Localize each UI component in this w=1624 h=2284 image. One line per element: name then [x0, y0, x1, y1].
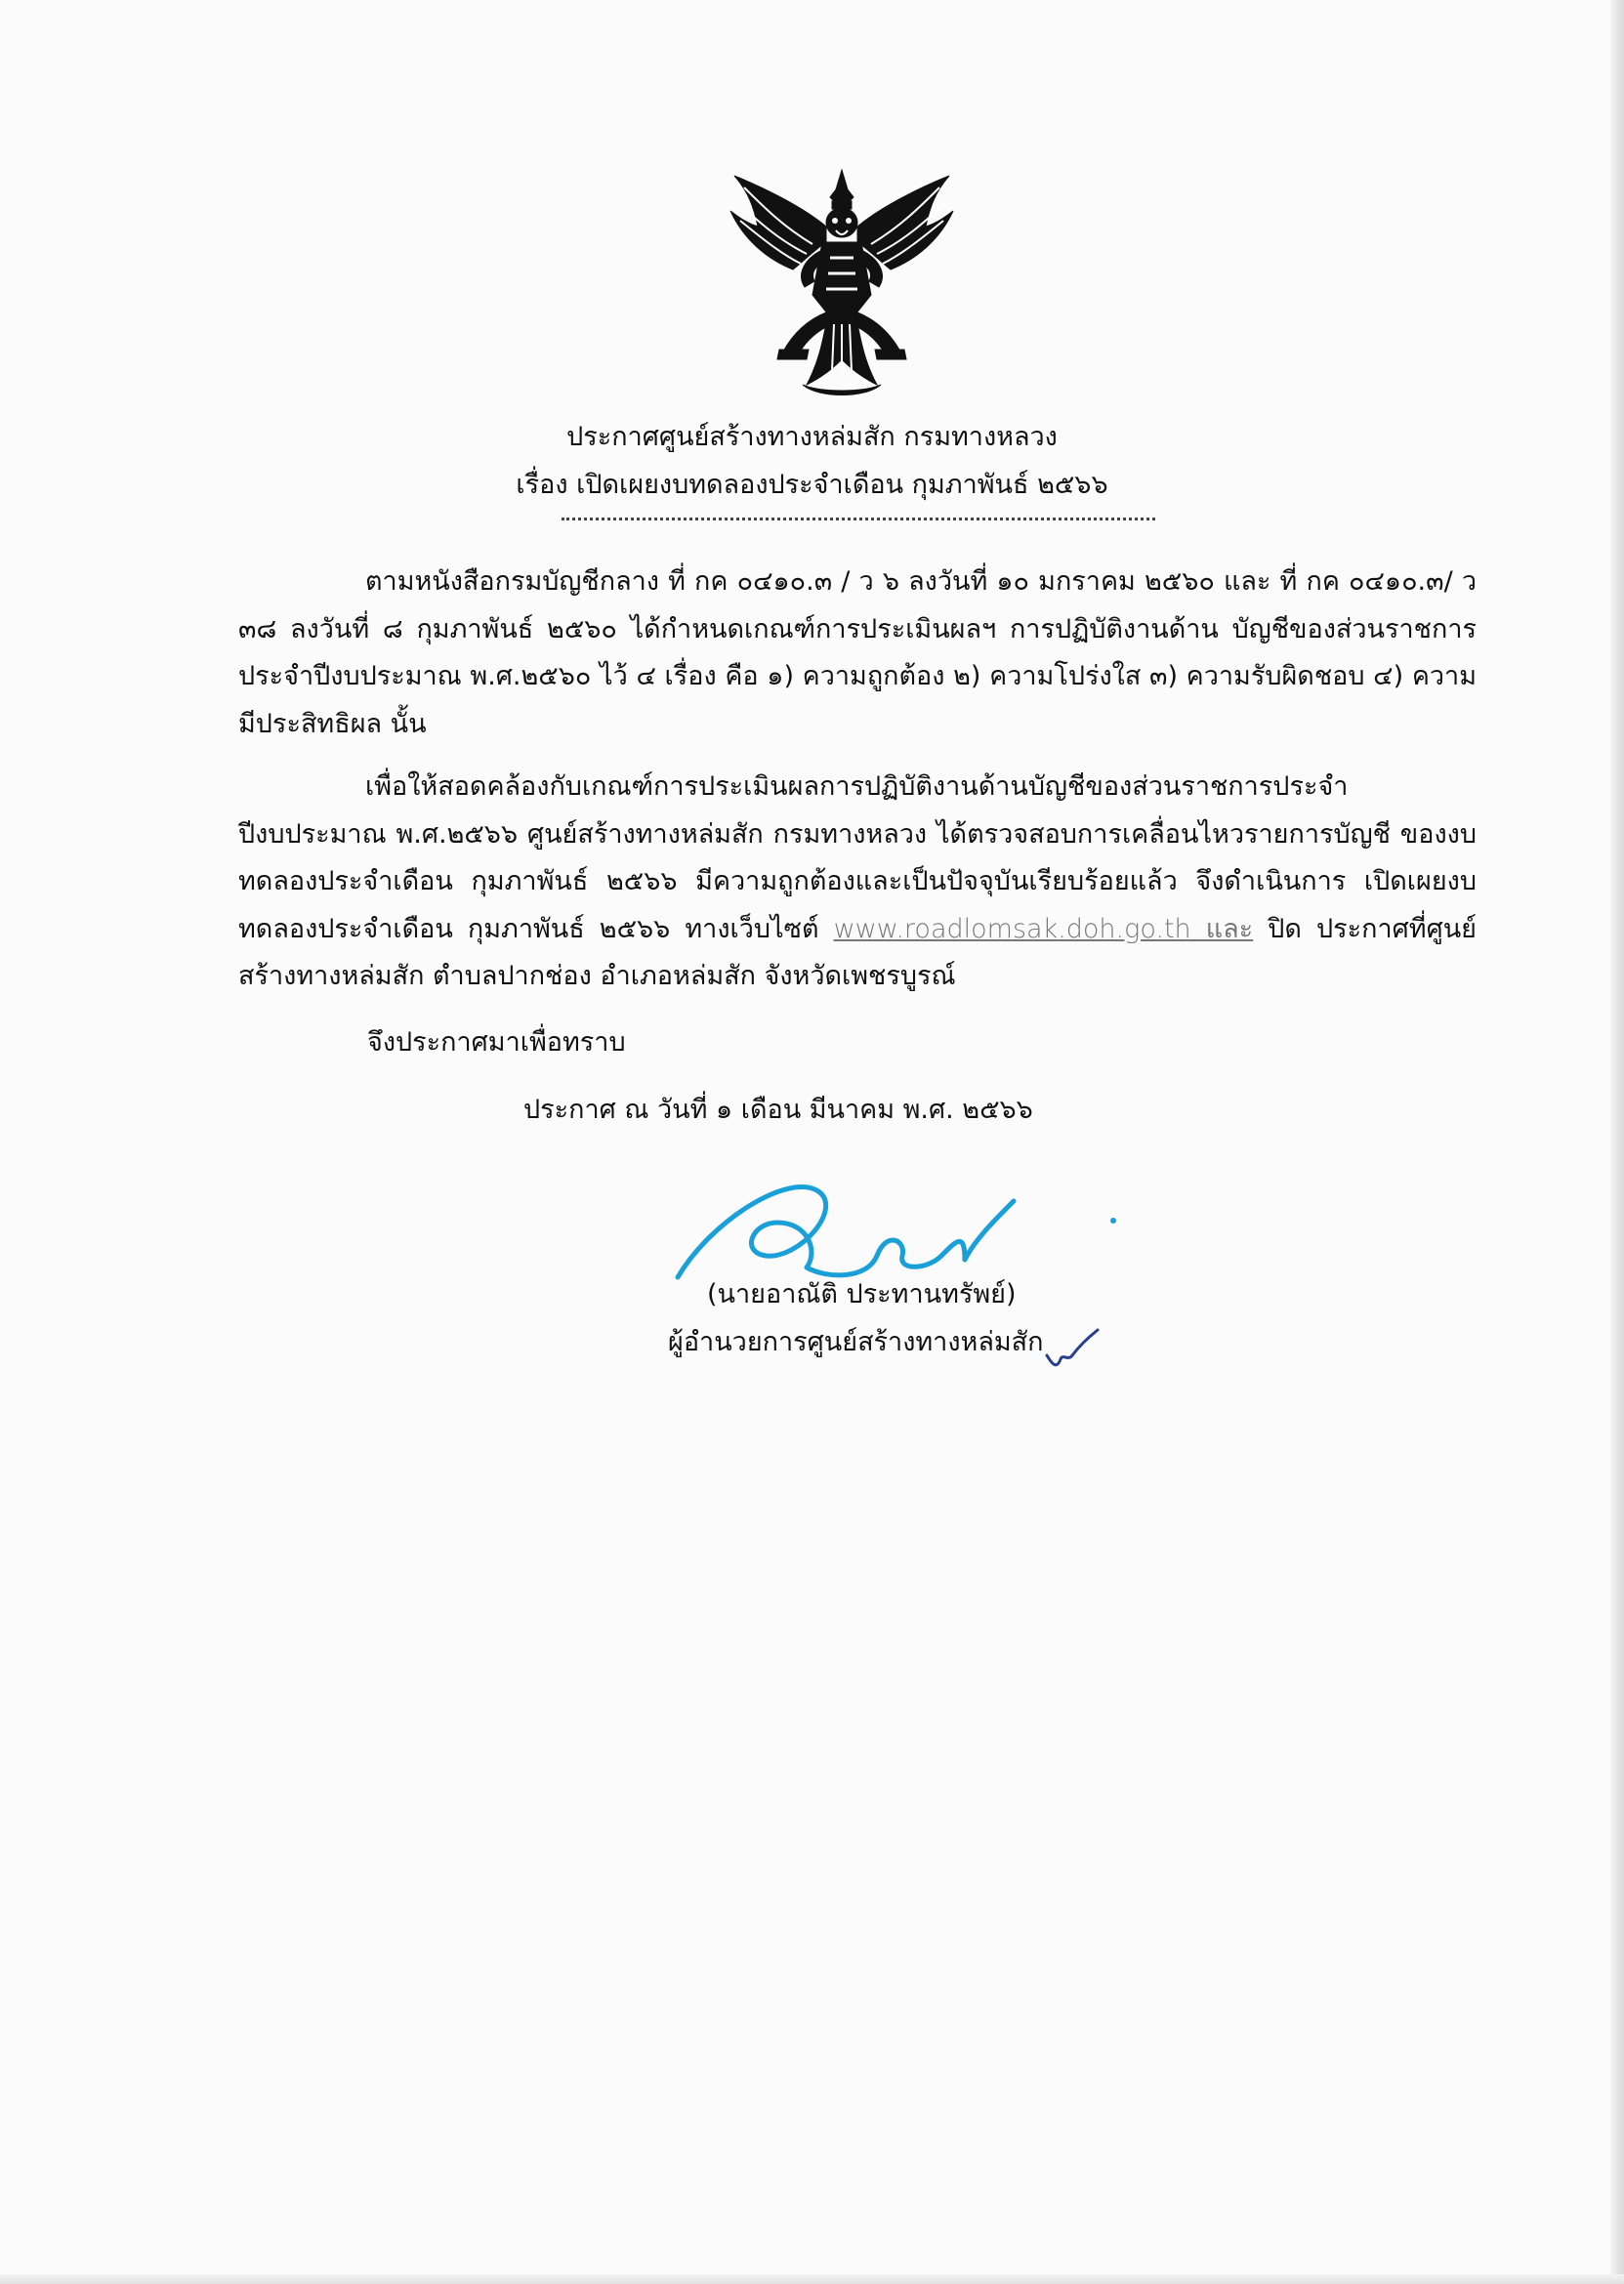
body-paragraph-2 — [238, 764, 1477, 1001]
garuda-emblem-icon — [725, 168, 959, 402]
paragraph-1-text: ตามหนังสือกรมบัญชีกลาง ที่ กค ๐๔๑๐.๓ / ว ๖ ลงวันที่ ๑๐ มกราคม ๒๕๖๐ และ ที่ กค ๐๔๑๐.๓/ ว ๓๘ ลงวันที่ ๘ กุมภาพันธ์ ๒๕๖๐ ได้กำหนดเกณฑ์การประเมินผลฯ การปฏิบัติงานด้าน บัญชีของส่วนราชการประจำปีงบประมาณ พ.ศ.๒๕๖๐ ไว้ ๔ เรื่อง คือ ๑) ความถูกต้อง ๒) ความโปร่งใส ๓) ความรับผิดชอบ ๔) ความมีประสิทธิผล นั้น — [238, 566, 1477, 739]
announcement-title: ประกาศศูนย์สร้างทางหล่มสัก กรมทางหลวง — [566, 422, 1058, 452]
page-edge-shadow — [1610, 0, 1624, 2284]
signer-position: ผู้อำนวยการศูนย์สร้างทางหล่มสัก — [668, 1327, 1044, 1357]
closing-line: จึงประกาศมาเพื่อทราบ — [367, 1027, 626, 1058]
handwritten-initial — [1043, 1326, 1102, 1375]
announcement-date: ประกาศ ณ วันที่ ๑ เดือน มีนาคม พ.ศ. ๒๕๖๖ — [523, 1095, 1033, 1125]
announcement-subject: เรื่อง เปิดเผยงบทดลองประจำเดือน กุมภาพันธ์ ๒๕๖๖ — [516, 470, 1108, 500]
website-link[interactable]: www.roadlomsak.doh.go.th และ — [833, 913, 1254, 944]
body-paragraph-1 — [238, 559, 1477, 748]
dotted-divider — [562, 518, 1155, 520]
signer-name: (นายอาณัติ ประทานทรัพย์) — [707, 1279, 1017, 1309]
page-bottom-shadow — [0, 2274, 1624, 2284]
paragraph-2-text-end: ปิด ประกาศที่ศูนย์สร้างทางหล่มสัก ตำบลปากช่อง อำเภอหล่มสัก จังหวัดเพชรบูรณ์ — [238, 913, 1477, 991]
paragraph-2-text-start: เพื่อให้สอดคล้องกับเกณฑ์การประเมินผลการปฏิบัติงานด้านบัญชีของส่วนราชการประจำ ปีงบประมาณ พ.ศ.๒๕๖๖ ศูนย์สร้างทางหล่มสัก กรมทางหลวง ได้ตรวจสอบการเคลื่อนไหวรายการบัญชี ของงบทดลองประจำเดือน กุมภาพันธ์ ๒๕๖๖ มีความถูกต้องและเป็นปัจจุบันเรียบร้อยแล้ว จึงดำเนินการ เปิดเผยงบทดลองประจำเดือน กุมภาพันธ์ ๒๕๖๖ ทางเว็บไซต์ — [238, 771, 1477, 944]
